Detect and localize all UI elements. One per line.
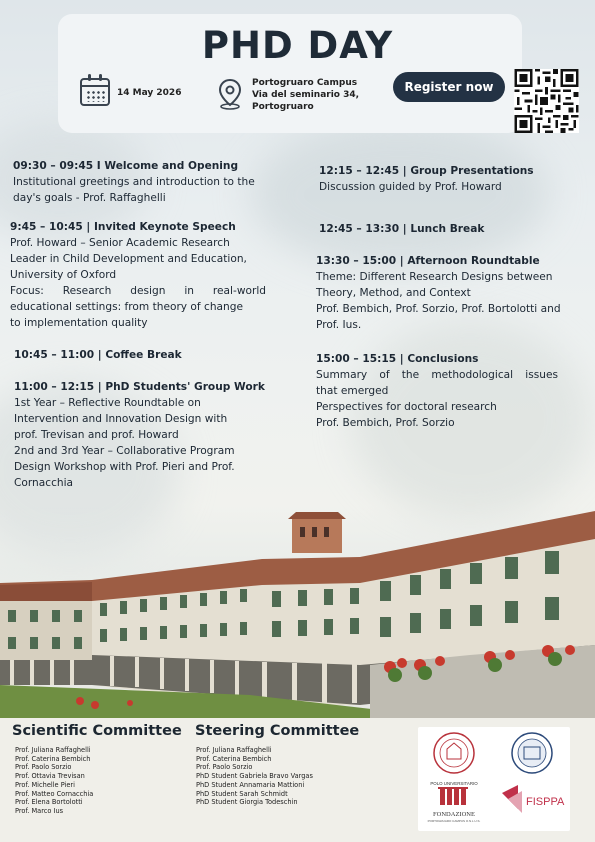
university-seal-logo xyxy=(512,733,552,773)
logos-graphic xyxy=(418,727,570,831)
committee-member: Prof. Marco Ius xyxy=(15,806,64,815)
fondazione-logo xyxy=(428,781,481,823)
committees-section xyxy=(0,718,595,842)
background-wash xyxy=(250,120,550,270)
program-item: 13:30 – 15:00 | Afternoon Roundtable Theme: Different Research Designs between Theory, Method, and Context Prof. Bembich, Prof. Sorzio, Prof. Bortolotti and Prof. Ius. xyxy=(316,255,561,331)
svg-text:PORTOGRUARO CAMPUS O.N.L.U.S.: PORTOGRUARO CAMPUS O.N.L.U.S. xyxy=(427,819,481,823)
program-item: 12:15 – 12:45 | Group Presentations Discussion guided by Prof. Howard xyxy=(319,165,534,193)
committee-member: PhD Student Gabriela Bravo Vargas xyxy=(196,772,313,781)
committee-member: Prof. Paolo Sorzio xyxy=(196,763,253,772)
committee-member: Prof. Caterina Bembich xyxy=(15,754,91,763)
event-date: 14 May 2026 xyxy=(117,88,182,98)
committee-member: Prof. Juliana Raffaghelli xyxy=(15,746,91,754)
program-item: 09:30 – 09:45 I Welcome and Opening Institutional greetings and introduction to the day's goals - Prof. Raffaghelli xyxy=(13,160,255,204)
fisppa-logo xyxy=(502,785,565,813)
committee-member: Prof. Matteo Cornacchia xyxy=(15,789,94,798)
university-seal-logo xyxy=(434,733,474,773)
steering-committee-title: Steering Committee xyxy=(195,723,360,739)
register-button[interactable]: Register now xyxy=(393,72,505,102)
event-location: Portogruaro Campus Via del seminario 34, Portogruaro xyxy=(252,78,360,112)
committee-member: Prof. Elena Bortolotti xyxy=(15,798,83,807)
scientific-committee-list xyxy=(15,746,93,816)
committee-member: Prof. Juliana Raffaghelli xyxy=(196,746,272,754)
page-title: PHD DAY xyxy=(201,24,394,67)
scientific-committee-title: Scientific Committee xyxy=(12,723,182,739)
svg-text:POLO UNIVERSITARIO: POLO UNIVERSITARIO xyxy=(430,781,478,786)
committee-member: Prof. Paolo Sorzio xyxy=(15,763,72,772)
program-item: 15:00 – 15:15 | Conclusions Summary of the methodological issues that emerged Perspectives for doctoral research Prof. Bembich, Prof. Sorzio xyxy=(316,353,558,429)
campus-building-image xyxy=(0,505,595,720)
program-item: 11:00 – 12:15 | PhD Students' Group Work 1st Year – Reflective Roundtable on Intervention and Innovation Design with prof. Trevisan and prof. Howard 2nd and 3rd Year – Collaborative Program Design Workshop with Prof. Pieri and Prof. Cornacchia xyxy=(14,381,265,489)
location-pin-icon xyxy=(216,78,244,110)
qr-code[interactable] xyxy=(514,69,579,133)
partner-logos xyxy=(418,727,570,831)
committee-member: PhD Student Sarah Schmidt xyxy=(196,789,288,798)
program-item: 12:45 – 13:30 | Lunch Break xyxy=(319,223,485,235)
steering-committee-list xyxy=(196,746,313,807)
svg-text:FISPPA: FISPPA xyxy=(526,796,565,808)
program-item: 10:45 – 11:00 | Coffee Break xyxy=(14,349,182,361)
committee-member: Prof. Michelle Pieri xyxy=(15,780,75,789)
committee-member: PhD Student Giorgia Todeschin xyxy=(196,798,298,807)
svg-text:FONDAZIONE: FONDAZIONE xyxy=(433,811,475,818)
committee-member: Prof. Ottavia Trevisan xyxy=(15,772,85,781)
program-item: 9:45 – 10:45 | Invited Keynote Speech Prof. Howard – Senior Academic Research Leader in Child Development and Education, University of Oxford Focus: Research design in real-world educational settings: from theory of change to implementation quality xyxy=(10,221,266,329)
calendar-icon xyxy=(80,78,110,106)
committee-member: Prof. Caterina Bembich xyxy=(196,754,272,763)
committee-member: PhD Student Annamaria Mattioni xyxy=(196,780,305,789)
